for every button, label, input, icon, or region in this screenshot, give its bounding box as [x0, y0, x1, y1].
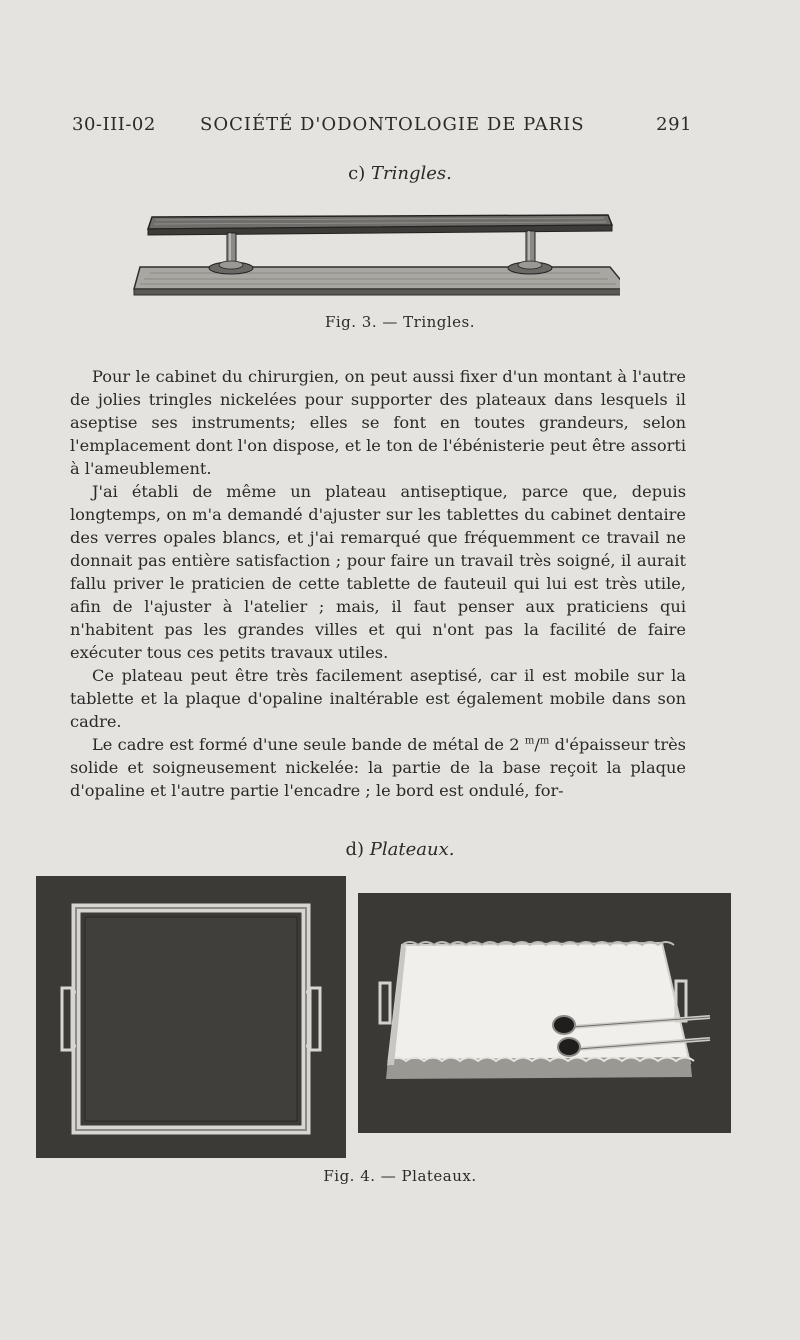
- figure3-caption: Fig. 3. — Tringles.: [324, 313, 476, 331]
- paragraph-4: [70, 733, 686, 802]
- body-text: [70, 365, 686, 802]
- tray-with-mirrors-drawing: [358, 893, 731, 1133]
- page-number: 291: [656, 114, 692, 135]
- section-c-name: Tringles.: [370, 163, 452, 184]
- rail-shelf-illustration: [130, 205, 620, 305]
- unit-slash: /: [534, 735, 540, 754]
- tray-top-view-drawing: [36, 876, 346, 1158]
- unit-sup-2: m: [539, 735, 550, 747]
- section-d-name: Plateaux.: [369, 839, 455, 860]
- section-c-title: [0, 163, 800, 184]
- tray-top-view-illustration: [36, 876, 346, 1158]
- tray-with-mirrors-illustration: [358, 893, 731, 1133]
- section-c-letter: c): [348, 163, 366, 184]
- unit-sup-1: m: [524, 735, 535, 747]
- section-d-title: [0, 839, 800, 860]
- paragraph-2: J'ai établi de même un plateau antiseptique, parce que, depuis longtemps, on m'a demandé d'ajuster sur les tablettes du cabinet dentaire des verres opales blancs, et j'ai remarqué que fréquemment ce travail ne donnait pas entière satisfaction ; pour faire un travail très soigné, il aurait fallu priver le praticien de cette tablette de fauteuil qui lui est très utile, afin de l'ajuster à l'atelier ; mais, il faut penser aux praticiens qui n'habitent pas les grandes villes et qui n'ont pas la facilité de faire exécuter tous ces petits travaux utiles.: [70, 482, 686, 662]
- header-date: 30-III-02: [72, 114, 156, 135]
- header-society: SOCIÉTÉ D'ODONTOLOGIE DE PARIS: [200, 114, 585, 135]
- paragraph-4-end: d'épaisseur très solide et soigneusement nickelée: la partie de la base reçoit la plaque d'opaline et l'autre partie l'encadre ; le bord est ondulé, for-: [70, 735, 686, 800]
- running-header: [72, 114, 692, 142]
- paragraph-1: Pour le cabinet du chirurgien, on peut aussi fixer d'un montant à l'autre de jolies tringles nickelées pour supporter des plateaux dans lesquels il aseptise ses instruments; elles se font en toutes grandeurs, selon l'emplacement dont l'on dispose, et le ton de l'ébénisterie peut être assorti à l'ameublement.: [70, 367, 686, 478]
- section-d-letter: d): [345, 839, 365, 860]
- paragraph-4-start: Le cadre est formé d'une seule bande de métal de 2: [92, 735, 525, 754]
- figure4-caption: Fig. 4. — Plateaux.: [323, 1167, 477, 1185]
- paragraph-3: Ce plateau peut être très facilement aseptisé, car il est mobile sur la tablette et la plaque d'opaline inaltérable est également mobile dans son cadre.: [70, 666, 686, 731]
